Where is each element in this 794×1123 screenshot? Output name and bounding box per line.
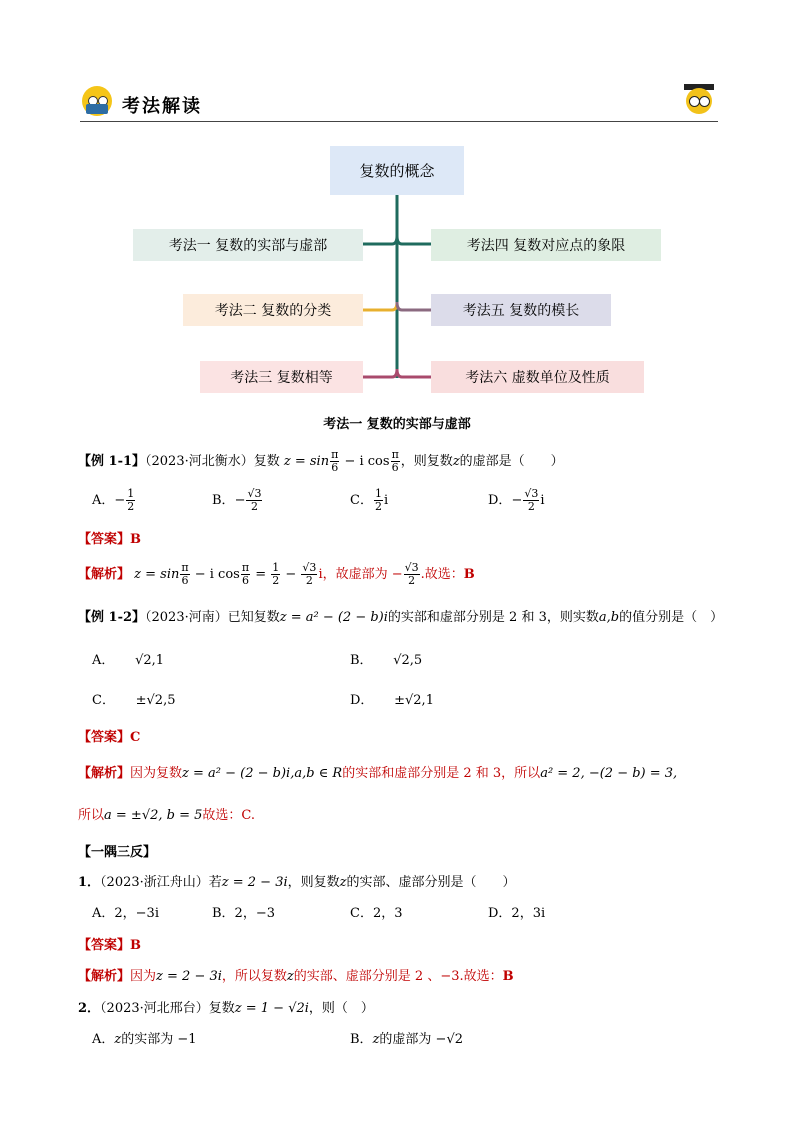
ex12-answer: 【答案】C xyxy=(78,730,141,745)
mindmap-left-3: 考法三 复数相等 xyxy=(200,361,363,393)
ex11-analysis: 【解析】 z = sin $\frac{\pi}{6}$ − i cos $\frac{\pi}{6}$ = $\frac{1}{2}$ − $\frac{√3}{2}$ i，故虚部为 − $\frac{√3}{2}$ .故选：B xyxy=(78,561,475,588)
ex11-option-c: C． $\frac{1}{2}$ i xyxy=(350,487,389,514)
mindmap-connectors xyxy=(0,0,794,420)
p1-answer: 【答案】B xyxy=(78,938,142,953)
ex12-option-b: B． √2,5 xyxy=(350,653,423,668)
p1-option-a: A．2，−3i xyxy=(92,906,159,921)
ex12-option-c: C． ±√2,5 xyxy=(92,693,176,708)
mindmap-left-1: 考法一 复数的实部与虚部 xyxy=(133,229,363,261)
p2-option-b: B．z的虚部为 −√2 xyxy=(350,1032,464,1047)
practice-title: 【一隅三反】 xyxy=(78,845,157,860)
ex12-analysis-line1: 【解析】因为复数z = a² − (2 − b)i,a,b ∈ R的实部和虚部分别是 2 和 3，所以a² = 2, −(2 − b) = 3, xyxy=(78,766,678,781)
p1-option-c: C．2，3 xyxy=(350,906,403,921)
mindmap-right-3: 考法六 虚数单位及性质 xyxy=(431,361,644,393)
ex11-option-a: A．− $\frac{1}{2}$ xyxy=(92,487,135,514)
header-title: 考法解读 xyxy=(122,96,202,117)
mindmap-right-2: 考法五 复数的模长 xyxy=(431,294,611,326)
mindmap-right-1: 考法四 复数对应点的象限 xyxy=(431,229,661,261)
ex11-option-b: B．− $\frac{√3}{2}$ xyxy=(212,487,262,514)
p1-analysis: 【解析】因为z = 2 − 3i，所以复数z的实部、虚部分别是 2 、−3.故选：B xyxy=(78,969,514,984)
p1-option-d: D．2，3i xyxy=(488,906,546,921)
mindmap-center: 复数的概念 xyxy=(330,146,464,195)
section-title: 考法一 复数的实部与虚部 xyxy=(323,417,471,432)
ex12-option-d: D． ±√2,1 xyxy=(350,693,434,708)
mindmap-left-2: 考法二 复数的分类 xyxy=(183,294,363,326)
p2-option-a: A．z的实部为 −1 xyxy=(92,1032,197,1047)
practice-2: 2．（2023·河北邢台）复数z = 1 − √2i，则（ ） xyxy=(78,1001,374,1016)
ex12-option-a: A． √2,1 xyxy=(92,653,165,668)
practice-1: 1．（2023·浙江舟山）若z = 2 − 3i，则复数z的实部、虚部分别是（ ） xyxy=(78,875,516,890)
example-1-2: 【例 1-2】（2023·河南）已知复数z = a² − (2 − b)i的实部和虚部分别是 2 和 3，则实数a,b的值分别是（ ） xyxy=(78,610,724,625)
p1-option-b: B．2，−3 xyxy=(212,906,275,921)
ex11-answer: 【答案】B xyxy=(78,532,142,547)
ex11-option-d: D．− $\frac{√3}{2}$ i xyxy=(488,487,545,514)
example-1-1: 【例 1-1】（2023·河北衡水）复数 z = sin $\frac{\pi}{6}$ − i cos $\frac{\pi}{6}$ ，则复数z的虚部是（ ） xyxy=(78,448,564,475)
ex12-analysis-line2: 所以a = ±√2, b = 5故选：C. xyxy=(78,808,256,823)
